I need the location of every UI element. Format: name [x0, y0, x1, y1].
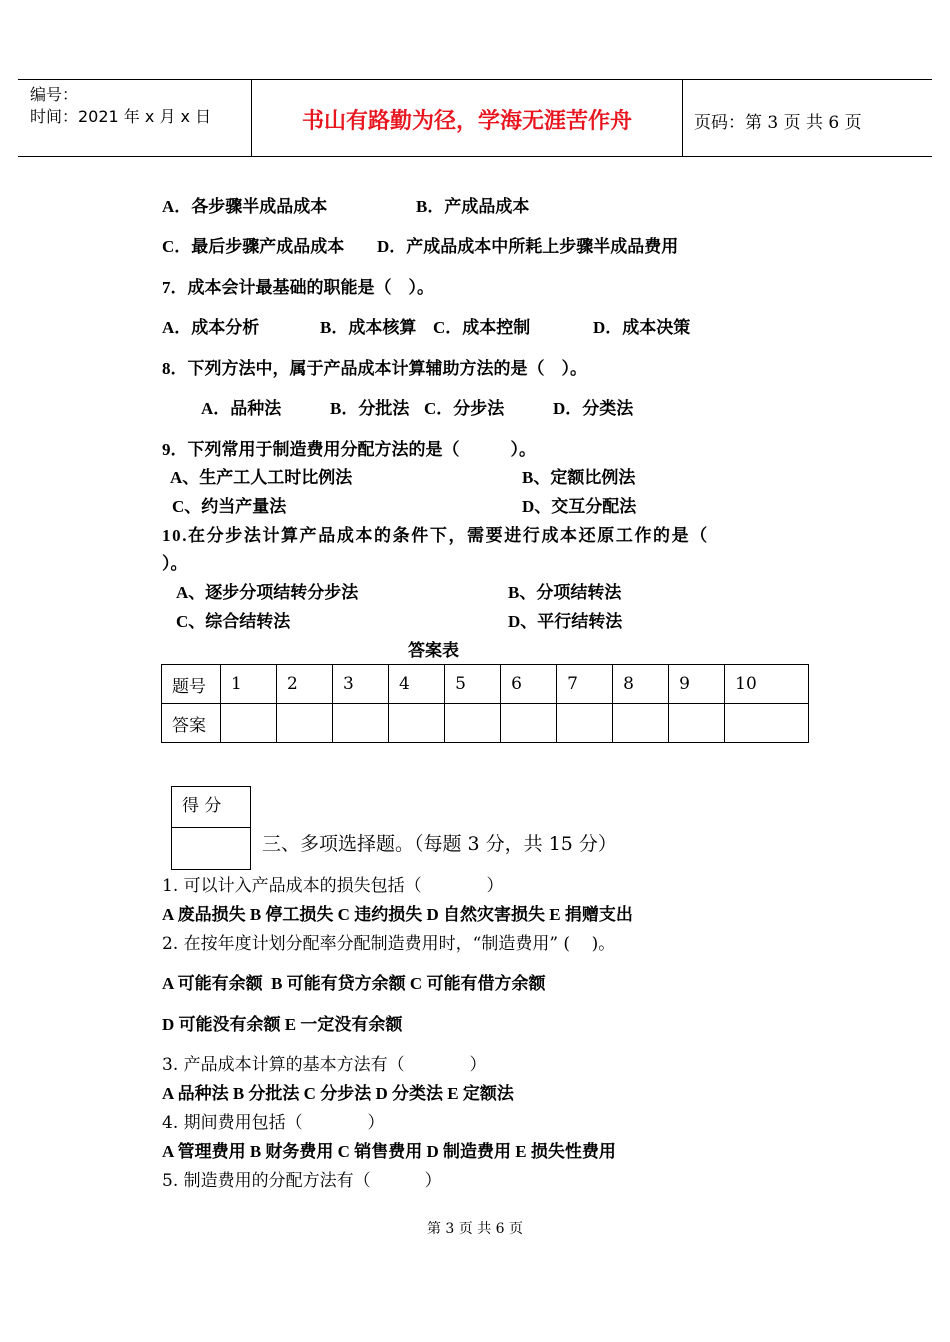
score-box — [171, 786, 251, 870]
table-cell-number: 7 — [557, 665, 613, 704]
answer-cell[interactable] — [501, 704, 557, 743]
m5-stem: 5. 制造费用的分配方法有（ ） — [162, 1171, 442, 1191]
table-cell-number: 3 — [333, 665, 389, 704]
m3-options: A 品种法 B 分批法 C 分步法 D 分类法 E 定额法 — [162, 1084, 514, 1103]
score-box-label: 得 分 — [172, 787, 250, 828]
table-cell-number: 1 — [221, 665, 277, 704]
answer-table-title: 答案表 — [408, 641, 459, 660]
answer-cell[interactable] — [725, 704, 809, 743]
m1-options: A 废品损失 B 停工损失 C 违约损失 D 自然灾害损失 E 捐赠支出 — [162, 905, 633, 924]
header-motto: 书山有路勤为径，学海无涯苦作舟 — [301, 109, 632, 134]
answer-table-row-numbers — [162, 665, 809, 704]
answer-table-row-answers — [162, 704, 809, 743]
q6-option-a: A．各步骤半成品成本 — [162, 197, 328, 216]
answer-cell[interactable] — [613, 704, 669, 743]
answer-cell[interactable] — [221, 704, 277, 743]
answer-cell[interactable] — [445, 704, 501, 743]
q9-option-c: C、约当产量法 — [172, 497, 287, 516]
header-info — [30, 84, 211, 128]
table-cell-number: 4 — [389, 665, 445, 704]
table-cell-number: 9 — [669, 665, 725, 704]
answer-table — [161, 664, 809, 743]
header-number-label: 编号： — [30, 85, 79, 104]
score-box-field[interactable] — [172, 828, 250, 869]
table-cell-number: 6 — [501, 665, 557, 704]
answer-cell[interactable] — [557, 704, 613, 743]
table-cell-number: 5 — [445, 665, 501, 704]
q8-stem: 8．下列方法中，属于产品成本计算辅助方法的是（ ）。 — [162, 359, 587, 378]
answer-cell[interactable] — [333, 704, 389, 743]
q7-option-b: B．成本核算 — [320, 318, 417, 337]
q9-option-d: D、交互分配法 — [522, 497, 637, 516]
header-page-info: 页码：第 3 页 共 6 页 — [694, 113, 862, 133]
q8-option-a: A．品种法 — [201, 399, 282, 418]
header-top-rule — [18, 79, 932, 80]
q6-option-c: C．最后步骤产成品成本 — [162, 237, 345, 256]
answer-cell[interactable] — [277, 704, 333, 743]
q8-option-c: C．分步法 — [424, 399, 505, 418]
header-bottom-rule — [18, 156, 932, 157]
table-cell-label: 题号 — [162, 665, 221, 704]
q9-stem: 9．下列常用于制造费用分配方法的是（ ）。 — [162, 440, 536, 459]
header-divider-right — [682, 79, 683, 157]
table-cell-number: 8 — [613, 665, 669, 704]
q10-stem-line1: 10.在分步法计算产品成本的条件下，需要进行成本还原工作的是（ — [162, 526, 709, 545]
q7-option-d: D．成本决策 — [593, 318, 691, 337]
m1-stem: 1. 可以计入产品成本的损失包括（ ） — [162, 876, 504, 896]
table-cell-number: 2 — [277, 665, 333, 704]
q10-option-c: C、综合结转法 — [176, 612, 291, 631]
q10-option-b: B、分项结转法 — [508, 583, 622, 602]
header-time-label: 时间：2021 年 x 月 x 日 — [30, 107, 212, 126]
m2-stem: 2. 在按年度计划分配率分配制造费用时，“制造费用” ( )。 — [162, 934, 616, 954]
m2-options-line1: A 可能有余额 B 可能有贷方余额 C 可能有借方余额 — [162, 974, 546, 993]
q8-option-b: B．分批法 — [330, 399, 410, 418]
q6-option-d: D．产成品成本中所耗上步骤半成品费用 — [377, 237, 679, 256]
m2-options-line2: D 可能没有余额 E 一定没有余额 — [162, 1015, 403, 1034]
q9-option-a: A、生产工人工时比例法 — [170, 468, 353, 487]
q10-option-a: A、逐步分项结转分步法 — [176, 583, 359, 602]
page-footer: 第 3 页 共 6 页 — [426, 1221, 524, 1237]
m3-stem: 3. 产品成本计算的基本方法有（ ） — [162, 1055, 487, 1075]
table-cell-number: 10 — [725, 665, 809, 704]
q7-stem: 7．成本会计最基础的职能是（ ）。 — [162, 278, 434, 297]
q7-option-c: C．成本控制 — [433, 318, 531, 337]
table-cell-label: 答案 — [162, 704, 221, 743]
m4-stem: 4. 期间费用包括（ ） — [162, 1113, 385, 1133]
answer-cell[interactable] — [669, 704, 725, 743]
q6-option-b: B．产成品成本 — [416, 197, 530, 216]
q10-stem-line2: ）。 — [162, 554, 188, 573]
q9-option-b: B、定额比例法 — [522, 468, 636, 487]
q8-option-d: D．分类法 — [553, 399, 634, 418]
q7-option-a: A．成本分析 — [162, 318, 260, 337]
answer-cell[interactable] — [389, 704, 445, 743]
section3-title: 三、多项选择题。（每题 3 分，共 15 分） — [262, 833, 617, 855]
q10-option-d: D、平行结转法 — [508, 612, 623, 631]
m4-options: A 管理费用 B 财务费用 C 销售费用 D 制造费用 E 损失性费用 — [162, 1142, 616, 1161]
